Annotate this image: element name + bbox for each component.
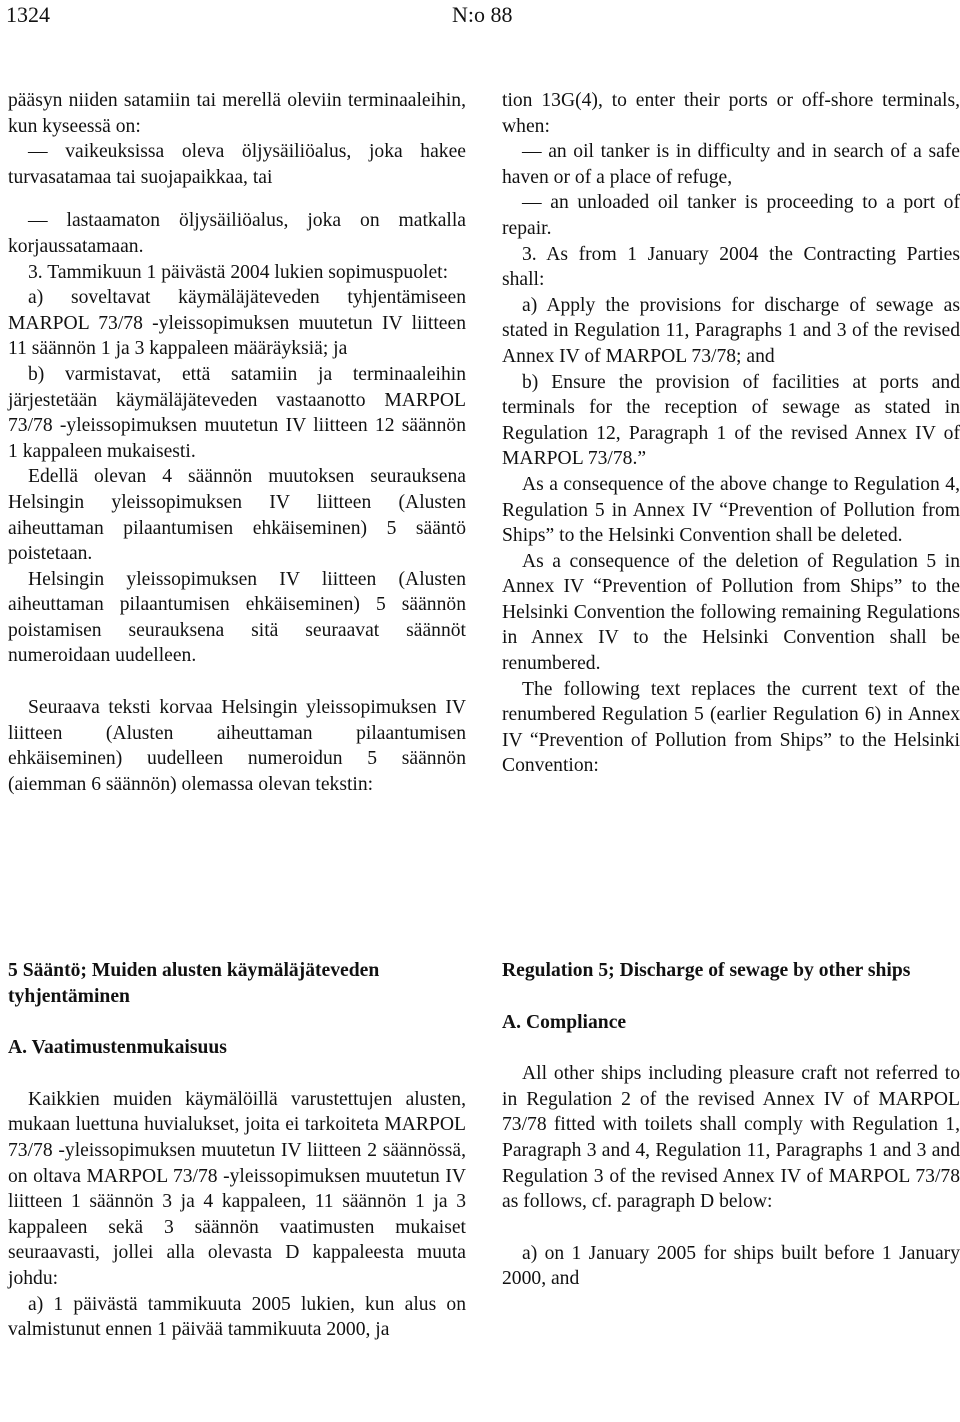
page-header — [0, 0, 960, 40]
paragraph: All other ships including pleasure craft not referred to in Regulation 2 of the revised Annex IV of MARPOL 73/78 fitted with toilets shall comply with Regulation 1, Paragraph 3 and 4, Regulation 11, Paragraphs 1 and 3 and Regulation 3 of the revised Annex IV of MARPOL 73/78 as follows, cf. paragraph D below: — [502, 1063, 960, 1213]
paragraph: a) soveltavat käymäläjäteveden tyhjentämiseen MARPOL 73/78 -yleissopimuksen muutetun IV liitteen 11 säännön 1 ja 3 kappaleen määräyksiä; ja — [8, 287, 466, 360]
regulation-heading: 5 Sääntö; Muiden alusten käymäläjäteveden tyhjentäminen — [8, 960, 380, 1007]
paragraph: As a consequence of the above change to Regulation 4, Regulation 5 in Annex IV “Prevention of Pollution from Ships” to the Helsinki Convention shall be deleted. — [502, 473, 960, 547]
paragraph: a) 1 päivästä tammikuuta 2005 lukien, kun alus on valmistunut ennen 1 päivää tammikuuta 2000, ja — [8, 1293, 466, 1341]
regulation-heading: Regulation 5; Discharge of sewage by other ships — [502, 960, 911, 981]
paragraph: 3. As from 1 January 2004 the Contracting Parties shall: — [502, 243, 960, 291]
paragraph: Helsingin yleissopimuksen IV liitteen (Alusten aiheuttaman pilaantumisen ehkäiseminen) 5 säännön poistamisen seurauksena sitä seuraavat säännöt numeroidaan uudelleen. — [8, 568, 466, 667]
finnish-regulation-block — [8, 958, 466, 1343]
english-column — [502, 88, 960, 779]
paragraph: The following text replaces the current text of the renumbered Regulation 5 (earlier Regulation 6) in Annex IV “Prevention of Pollution from Ships” to the Helsinki Convention: — [502, 678, 960, 777]
section-heading: A. Compliance — [502, 1011, 627, 1033]
paragraph: a) Apply the provisions for discharge of sewage as stated in Regulation 11, Paragraphs 1 and 3 of the revised Annex IV of MARPOL 73/78; and — [502, 294, 960, 367]
section-heading: A. Vaatimustenmukaisuus — [8, 1037, 227, 1059]
list-item: — vaikeuksissa oleva öljysäiliöalus, joka hakee turvasatamaa tai suojapaikkaa, tai — [8, 141, 466, 188]
list-item: — lastaamaton öljysäiliöalus, joka on matkalla korjaussatamaan. — [8, 210, 466, 257]
paragraph: Seuraava teksti korvaa Helsingin yleissopimuksen IV liitteen (Alusten aiheuttaman pilaantumisen ehkäiseminen) uudelleen numeroidun 5 säännön (aiemman 6 säännön) olemassa olevan tekstin: — [8, 697, 466, 795]
list-item: — an oil tanker is in difficulty and in search of a safe haven or of a place of refuge, — [502, 141, 960, 188]
paragraph: Edellä olevan 4 säännön muutoksen seurauksena Helsingin yleissopimuksen IV liitteen (Alusten aiheuttaman pilaantumisen ehkäiseminen) 5 sääntö poistetaan. — [8, 466, 466, 565]
paragraph: b) Ensure the provision of facilities at ports and terminals for the reception of sewage as stated in Regulation 12, Paragraph 1 of the revised Annex IV of MARPOL 73/78.” — [502, 371, 960, 470]
paragraph: tion 13G(4), to enter their ports or off-shore terminals, when: — [502, 90, 960, 137]
english-regulation-block — [502, 958, 960, 1292]
finnish-column — [8, 88, 466, 797]
paragraph: As a consequence of the deletion of Regulation 5 in Annex IV “Prevention of Pollution from Ships” to the Helsinki Convention the following remaining Regulations in Annex IV to the Helsinki Convention shall be renumbered. — [502, 550, 960, 675]
paragraph: b) varmistavat, että satamiin ja terminaaleihin järjestetään käymäläjäteveden vastaanotto MARPOL 73/78 -yleissopimuksen muutetun IV liitteen 12 säännön 1 kappaleen mukaisesti. — [8, 363, 466, 462]
issue-number: N:o 88 — [452, 2, 513, 27]
page-number: 1324 — [6, 2, 50, 27]
paragraph: a) on 1 January 2005 for ships built before 1 January 2000, and — [502, 1242, 960, 1290]
paragraph: Kaikkien muiden käymälöillä varustettujen alusten, mukaan luettuna huvialukset, joita ei tarkoiteta MARPOL 73/78 -yleissopimuksen muutetun IV liitteen 2 säännössä, on oltava MARPOL 73/78 -yleissopimuksen muutetun IV liitteen 1 säännön 3 ja 4 kappaleen, 11 säännön 1 ja 3 kappaleen sekä 3 säännön vaatimusten mukaiset seuraavasti, jollei alla olevasta D kappaleesta muuta johdu: — [8, 1088, 466, 1289]
paragraph: pääsyn niiden satamiin tai merellä oleviin terminaaleihin, kun kyseessä on: — [8, 90, 466, 137]
list-item: — an unloaded oil tanker is proceeding to a port of repair. — [502, 192, 960, 239]
paragraph: 3. Tammikuun 1 päivästä 2004 lukien sopimuspuolet: — [28, 261, 449, 283]
